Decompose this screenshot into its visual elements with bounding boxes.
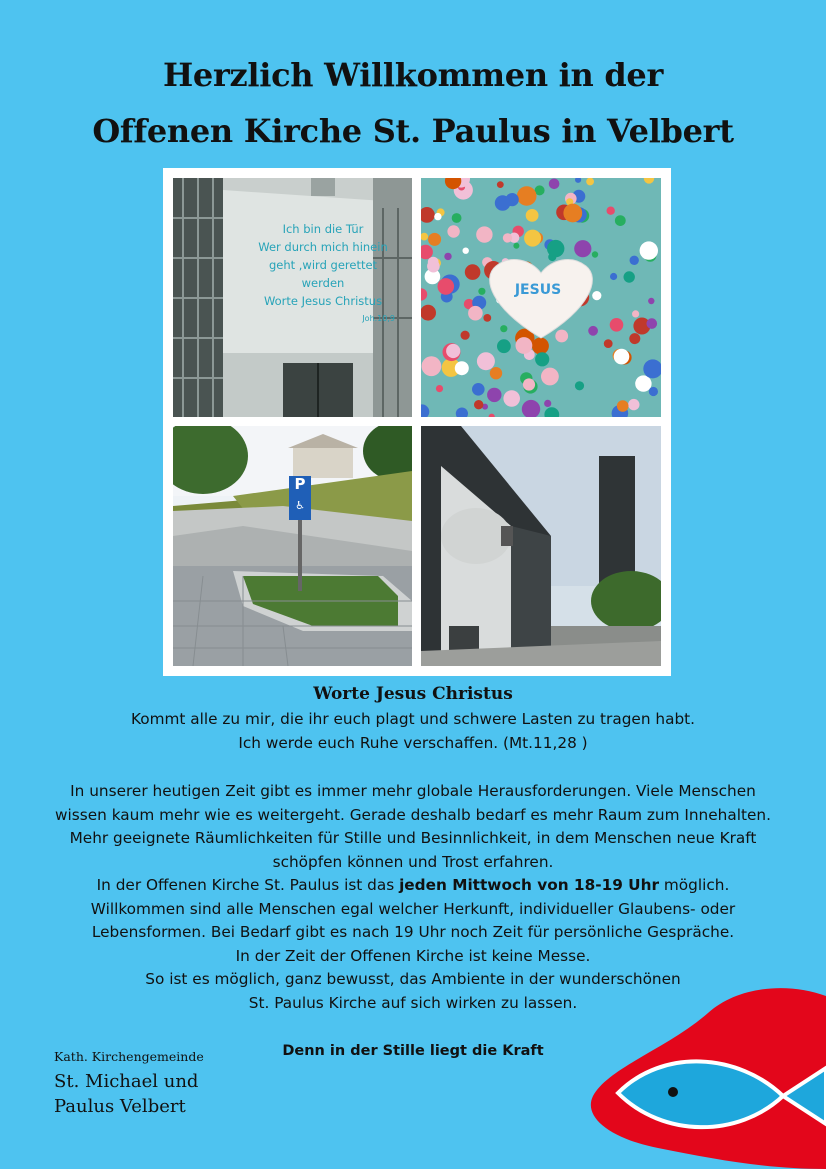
bead (477, 352, 495, 370)
bead (574, 240, 591, 257)
body-line: Lebensformen. Bei Bedarf gibt es nach 19 Uhr noch Zeit für persönliche Gespräche. (91, 923, 735, 941)
bead (632, 310, 639, 317)
bead (444, 253, 451, 260)
parish-name-line2: Paulus Velbert (54, 1096, 186, 1117)
bead (463, 248, 469, 254)
bead (592, 291, 601, 300)
bead (513, 243, 519, 249)
bead (555, 330, 568, 343)
bead (647, 318, 658, 329)
bead (535, 352, 549, 366)
bead (523, 378, 535, 390)
bead (503, 390, 520, 407)
bead (592, 251, 598, 257)
bead (490, 367, 502, 379)
inscription-line: Ich bin die Tür (282, 222, 364, 236)
bead (428, 233, 441, 246)
body-line: In unserer heutigen Zeit gibt es immer mehr globale Herausforderungen. Viele Menschen (70, 782, 756, 800)
bead (500, 325, 507, 332)
parish-name (54, 1069, 198, 1119)
verse-heading: Worte Jesus Christus (313, 684, 513, 704)
body-line: wissen kaum mehr wie es weitergeht. Gerade deshalb bedarf es mehr Raum zum Innehalten. (55, 805, 771, 824)
bead (461, 331, 470, 340)
wheelchair-icon: ♿ (295, 499, 305, 512)
bead (478, 288, 485, 295)
bead (476, 226, 492, 242)
inscription-line: geht ,wird gerettet (268, 258, 378, 272)
verse-block (30, 708, 796, 755)
verse-line: Ich werde euch Ruhe verschaffen. (Mt.11,28 ) (238, 733, 588, 752)
schedule-pre: In der Offenen Kirche St. Paulus ist das (96, 876, 400, 894)
schedule-time: jeden Mittwoch von 18-19 Uhr (399, 876, 660, 894)
bead (604, 339, 613, 348)
body-line-schedule (30, 874, 796, 898)
body-line: Willkommen sind alle Menschen egal welcher Herkunft, individueller Glaubens- oder (90, 899, 736, 918)
bead (524, 230, 541, 247)
bead (474, 400, 483, 409)
bead (610, 318, 624, 332)
verse-line: Kommt alle zu mir, die ihr euch plagt und schwere Lasten zu tragen habt. (130, 710, 696, 728)
bead (532, 338, 549, 355)
schedule-post: möglich. (659, 876, 730, 894)
bead (446, 344, 460, 358)
body-text (30, 780, 796, 1015)
bead (495, 195, 511, 211)
page-title-line2: Offenen Kirche St. Paulus in Velbert (92, 112, 734, 150)
bead (640, 241, 658, 259)
bead (455, 361, 469, 375)
bead (487, 388, 501, 402)
body-line: schöpfen können und Trost erfahren. (272, 852, 554, 871)
bead (607, 207, 615, 215)
bead (575, 381, 584, 390)
bead (428, 257, 439, 268)
bead (628, 399, 639, 410)
heart-fish-logo (588, 988, 826, 1169)
inscription-line: Wer durch mich hinein (258, 240, 388, 254)
wall-inscription (223, 220, 423, 328)
photo-church-tower (421, 426, 661, 666)
bead (468, 306, 483, 321)
bead (447, 225, 459, 237)
bead (541, 368, 559, 386)
bead (563, 204, 582, 223)
body-line: So ist es möglich, ganz bewusst, das Ambiente in der wunderschönen (145, 970, 681, 988)
bead (503, 233, 512, 242)
body-line: In der Zeit der Offenen Kirche ist keine Messe. (235, 946, 591, 965)
page-title-line1: Herzlich Willkommen in der (162, 56, 664, 94)
bead (436, 385, 443, 392)
bead (614, 349, 630, 365)
bead (465, 264, 481, 280)
bead (624, 271, 635, 282)
bead (635, 375, 651, 391)
bead (517, 186, 537, 206)
bead (544, 400, 551, 407)
bead (617, 400, 629, 412)
parish-name-line1: St. Michael und (54, 1071, 199, 1092)
bead (422, 356, 442, 376)
bead (547, 240, 564, 257)
bead (648, 298, 654, 304)
bead (452, 213, 462, 223)
bead (497, 181, 504, 188)
bead (588, 326, 598, 336)
bead (610, 273, 617, 280)
closing-line: Denn in der Stille liegt die Kraft (282, 1043, 544, 1059)
bead (438, 278, 455, 295)
bead (497, 339, 511, 353)
fish-eye (668, 1087, 678, 1097)
heart-label: JESUS (514, 282, 562, 298)
inscription-line: Worte Jesus Christus (263, 294, 383, 308)
bead (649, 387, 658, 396)
photo-parking-area (173, 426, 412, 666)
parish-label: Kath. Kirchengemeinde (54, 1049, 204, 1064)
inscription-line: werden (301, 276, 345, 290)
bead (549, 179, 560, 190)
bead (483, 314, 491, 322)
bead (434, 213, 441, 220)
bead (615, 215, 626, 226)
bead (630, 256, 639, 265)
photo-collage (163, 168, 671, 676)
inscription-reference: Joh.10,9 (362, 314, 395, 323)
parking-sign-icon: P (294, 475, 306, 493)
body-line: St. Paulus Kirche auf sich wirken zu lassen. (248, 993, 578, 1012)
body-line: Mehr geeignete Räumlichkeiten für Stille und Besinnlichkeit, in dem Menschen neue Kraft (69, 829, 757, 847)
bead (516, 337, 533, 354)
bead (526, 209, 539, 222)
bead (472, 383, 485, 396)
bead (629, 333, 640, 344)
